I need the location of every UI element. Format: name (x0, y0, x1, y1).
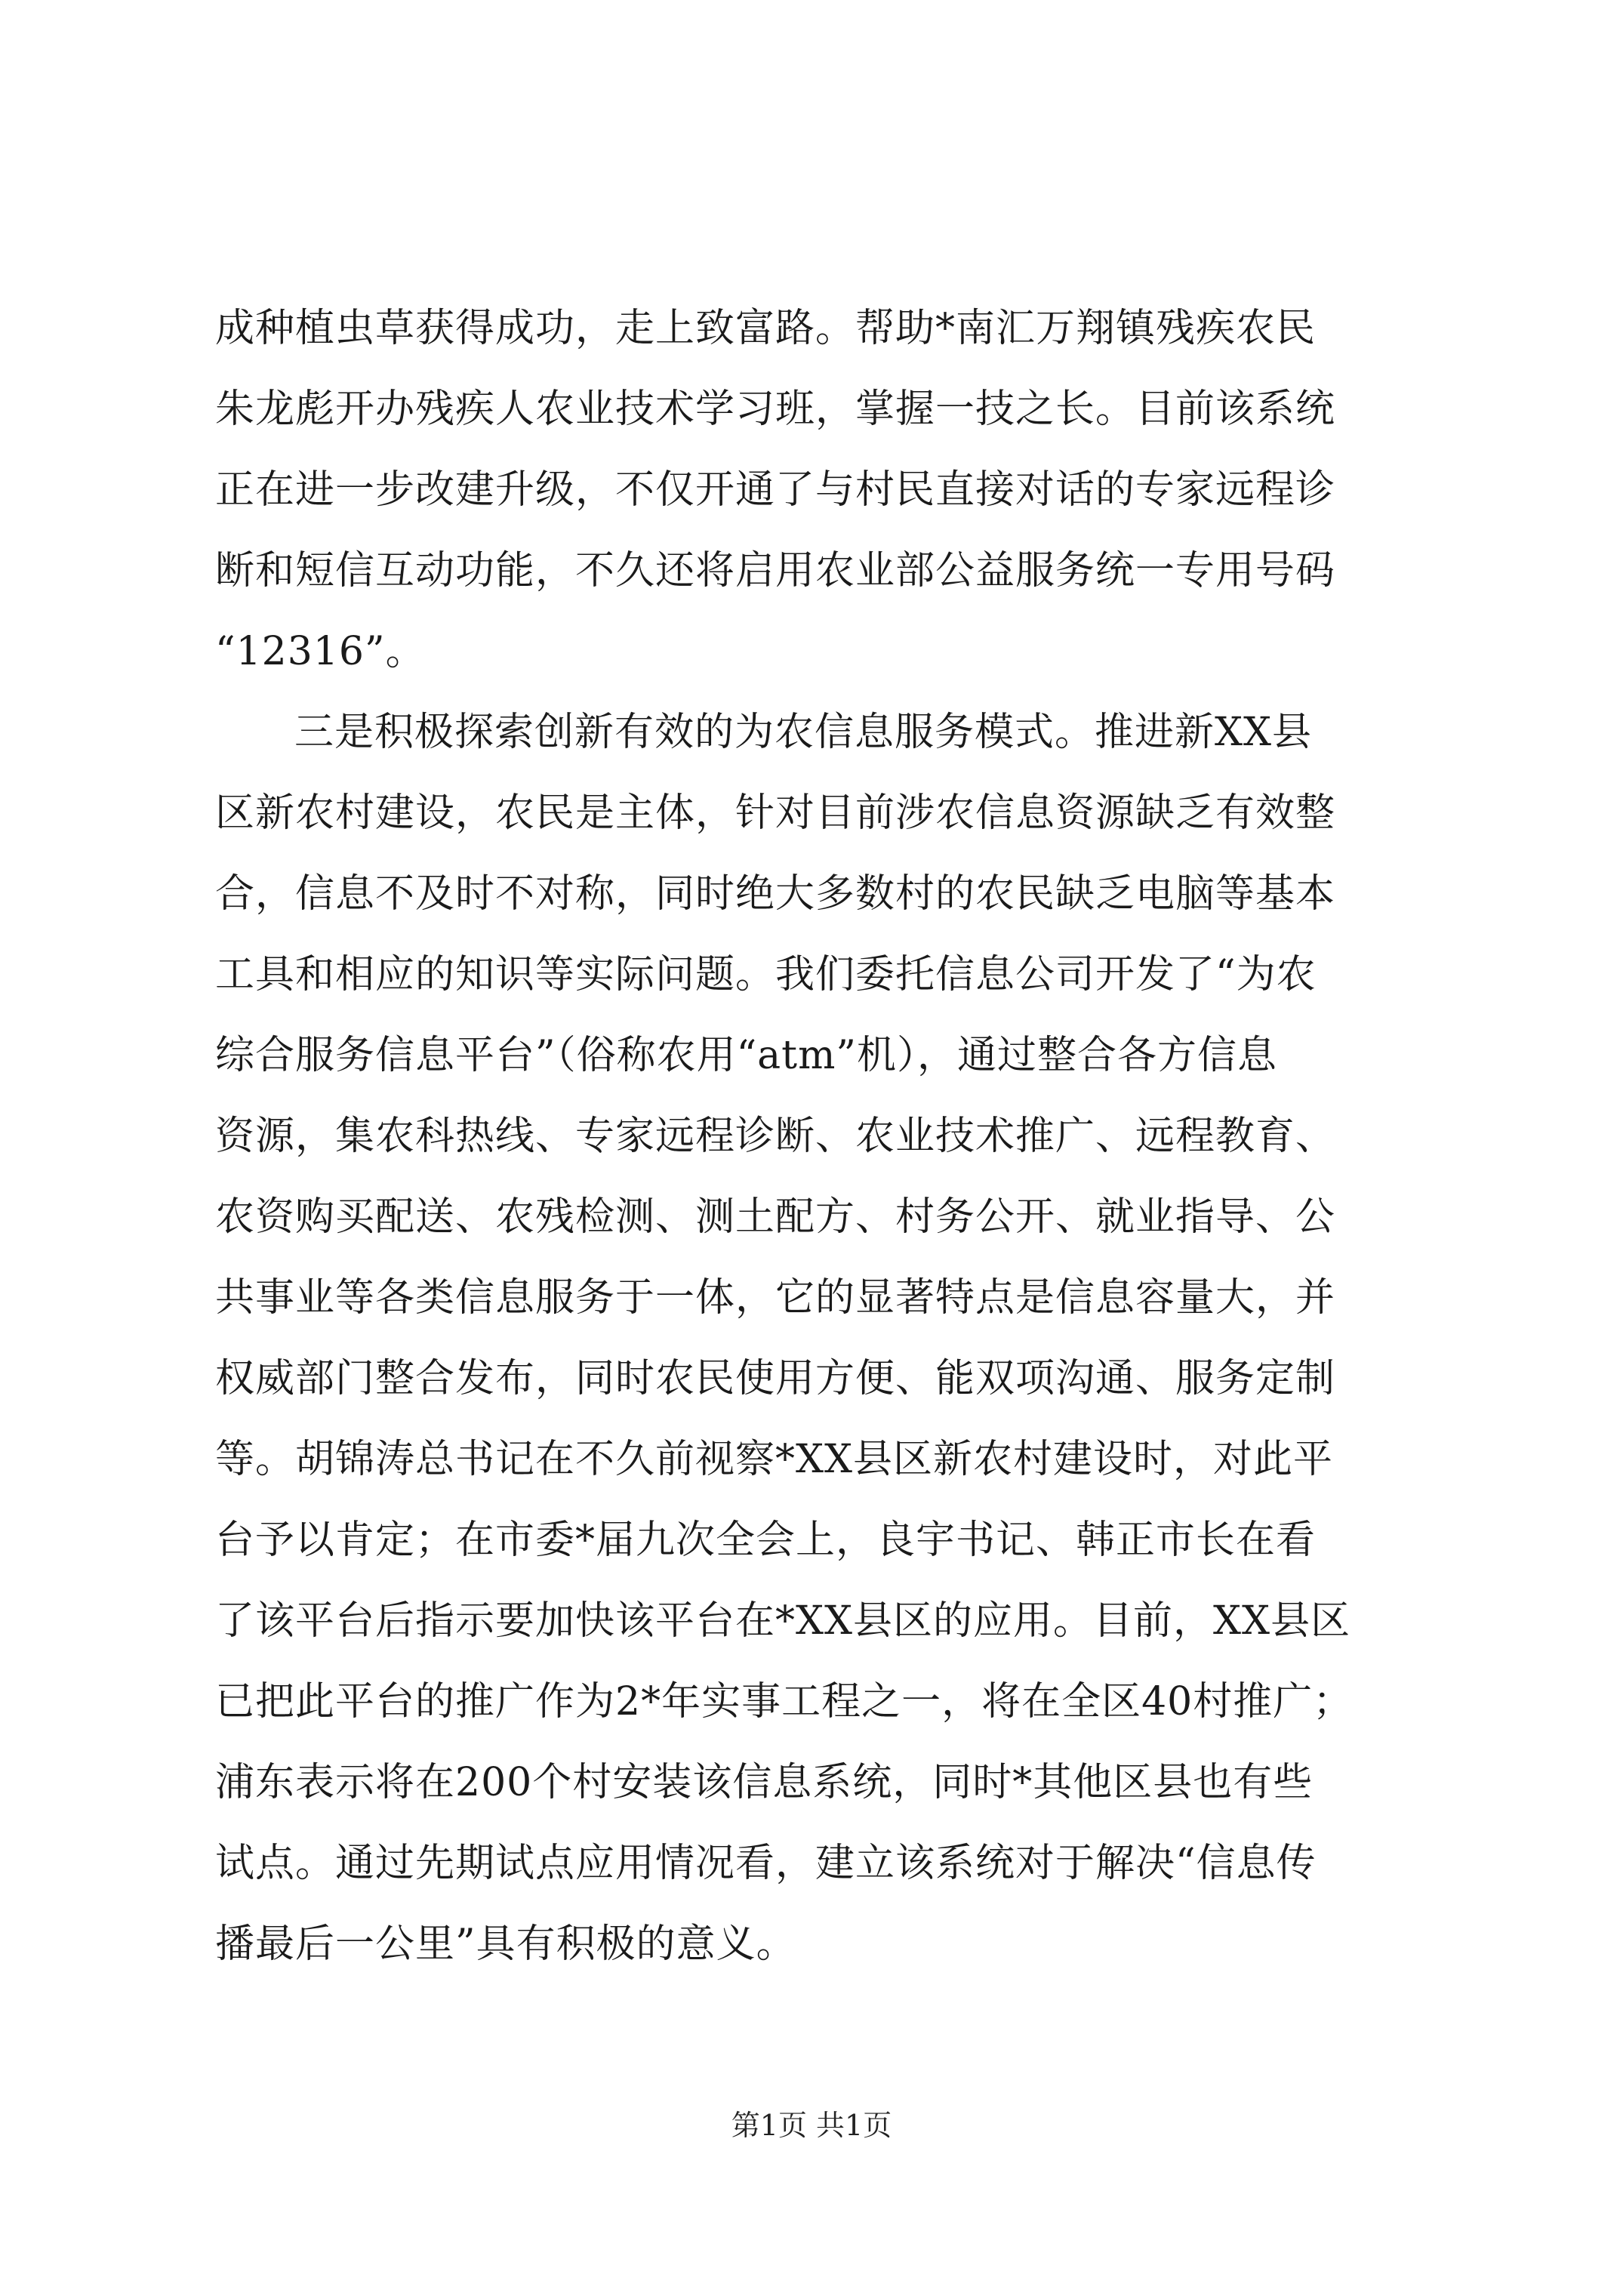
paragraph-2-line-5: 综合服务信息平台”（俗称农用“atm”机），通过整合各方信息 (215, 1033, 1277, 1078)
paragraph-1-line-1: 成种植虫草获得成功，走上致富路。帮助*南汇万翔镇残疾农民 (215, 306, 1317, 351)
paragraph-2-line-7: 农资购买配送、农残检测、测土配方、村务公开、就业指导、公 (215, 1194, 1336, 1240)
paragraph-2-line-2: 区新农村建设，农民是主体，针对目前涉农信息资源缺乏有效整 (215, 791, 1336, 836)
paragraph-2-line-8: 共事业等各类信息服务于一体，它的显著特点是信息容量大，并 (215, 1275, 1336, 1321)
paragraph-2-line-12: 了该平台后指示要加快该平台在*XX县区的应用。目前，XX县区 (215, 1598, 1351, 1644)
paragraph-2-line-16: 播最后一公里”具有积极的意义。 (215, 1922, 796, 1967)
paragraph-1-line-2: 朱龙彪开办残疾人农业技术学习班，掌握一技之长。目前该系统 (215, 387, 1336, 432)
paragraph-2-line-11: 台予以肯定；在市委*届九次全会上，良宇书记、韩正市长在看 (215, 1518, 1317, 1563)
paragraph-2-line-1: 三是积极探索创新有效的为农信息服务模式。推进新XX县 (294, 710, 1313, 755)
paragraph-2-line-10: 等。胡锦涛总书记在不久前视察*XX县区新农村建设时，对此平 (215, 1437, 1334, 1482)
paragraph-1-line-4: 断和短信互动功能，不久还将启用农业部公益服务统一专用号码 (215, 548, 1336, 593)
paragraph-2-line-6: 资源，集农科热线、专家远程诊断、农业技术推广、远程教育、 (215, 1114, 1336, 1159)
page-number-footer: 第1页 共1页 (731, 2109, 892, 2142)
paragraph-1-line-5: “12316”。 (215, 629, 426, 674)
paragraph-2-line-14: 浦东表示将在200个村安装该信息系统，同时*其他区县也有些 (215, 1760, 1313, 1805)
paragraph-1-line-3: 正在进一步改建升级，不仅开通了与村民直接对话的专家远程诊 (215, 467, 1336, 513)
paragraph-2-line-13: 已把此平台的推广作为2*年实事工程之一，将在全区40村推广； (215, 1679, 1354, 1724)
paragraph-2-line-3: 合，信息不及时不对称，同时绝大多数村的农民缺乏电脑等基本 (215, 871, 1336, 917)
paragraph-2-line-4: 工具和相应的知识等实际问题。我们委托信息公司开发了“为农 (215, 952, 1317, 997)
paragraph-2-line-9: 权威部门整合发布，同时农民使用方便、能双项沟通、服务定制 (215, 1356, 1336, 1401)
paragraph-2-line-15: 试点。通过先期试点应用情况看，建立该系统对于解决“信息传 (215, 1841, 1317, 1886)
